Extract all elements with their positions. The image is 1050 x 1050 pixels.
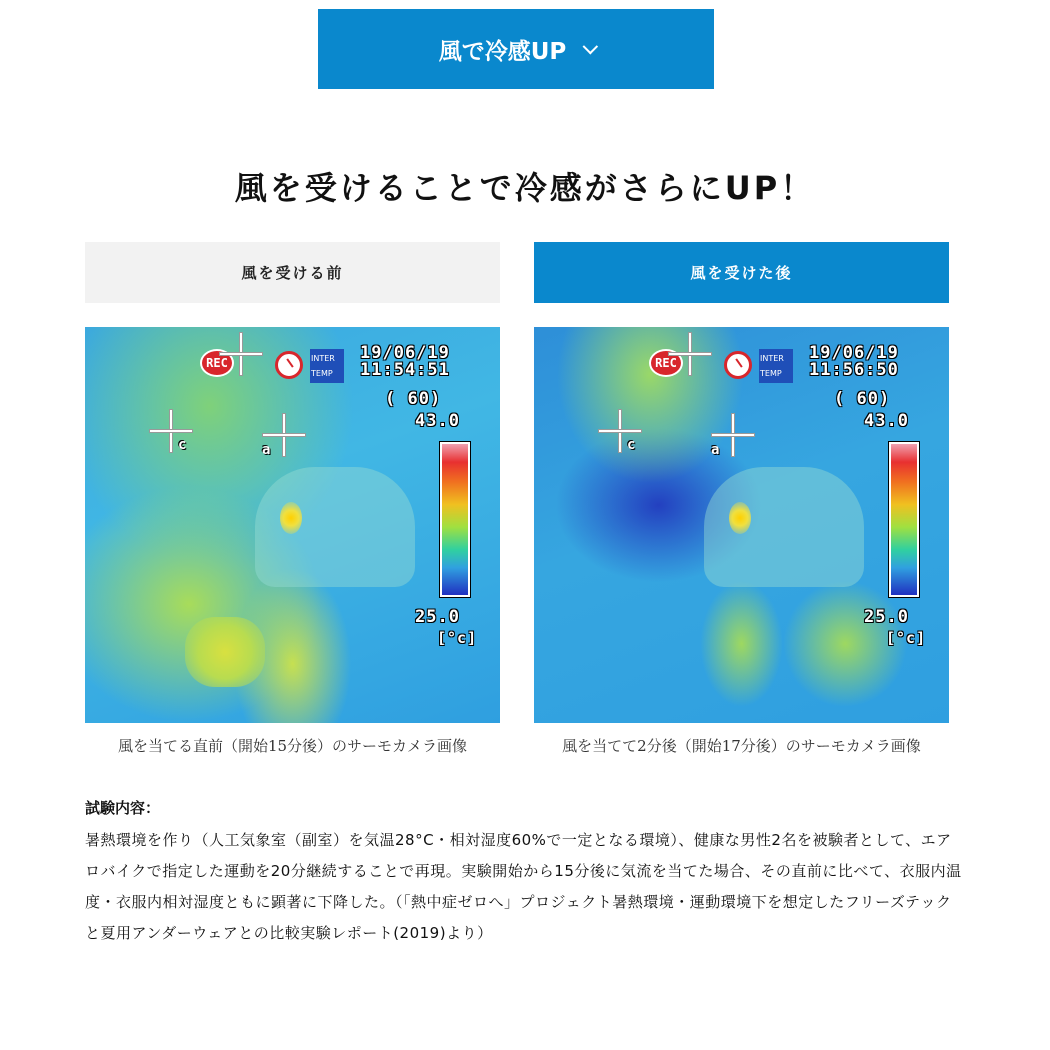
thermal-hand-shape: [185, 617, 265, 687]
accordion-toggle-button[interactable]: [318, 9, 714, 89]
color-scale-bar: [440, 442, 470, 597]
header-after: 風を受けた後: [534, 242, 949, 303]
osd-max-temp: 43.0: [864, 411, 909, 431]
crosshair-icon: [669, 333, 711, 375]
marker-label-c: c: [178, 437, 187, 453]
osd-time: 11:56:50: [809, 360, 899, 380]
osd-max-temp: 43.0: [415, 411, 460, 431]
crosshair-icon: [220, 333, 262, 375]
osd-datetime: [360, 345, 450, 379]
osd-min-temp: 25.0: [864, 607, 909, 627]
osd-time: 11:54:51: [360, 360, 450, 380]
caption-after: 風を当てて2分後（開始17分後）のサーモカメラ画像: [562, 737, 921, 755]
osd-unit: [°c]: [886, 629, 927, 647]
inter-temp-badge: [310, 349, 344, 383]
inter-label: INTER: [760, 354, 784, 363]
inter-temp-badge: [759, 349, 793, 383]
accordion-label: 風で冷感UP: [438, 38, 567, 65]
temp-label: TEMP: [760, 369, 782, 378]
osd-datetime: [809, 345, 899, 379]
osd-min-temp: 25.0: [415, 607, 460, 627]
marker-label-a: a: [262, 442, 271, 458]
thermal-subject-shape: [704, 467, 864, 587]
inter-label: INTER: [311, 354, 335, 363]
temp-label: TEMP: [311, 369, 333, 378]
osd-unit: [°c]: [437, 629, 478, 647]
osd-range: ( 60): [385, 389, 442, 409]
osd-range: ( 60): [834, 389, 891, 409]
thermal-hot-spot: [280, 502, 302, 534]
marker-label-a: a: [711, 442, 720, 458]
timer-icon: [724, 351, 752, 379]
color-scale-bar: [889, 442, 919, 597]
rec-badge: REC: [649, 349, 683, 377]
thermal-subject-shape: [255, 467, 415, 587]
rec-badge: REC: [200, 349, 234, 377]
thermal-image-after: [534, 327, 949, 723]
experiment-title: 試験内容：: [85, 799, 161, 817]
experiment-body: 暑熱環境を作り（人工気象室（副室）を気温28°C・相対湿度60%で一定となる環境）、健康な男性2名を被験者として、エアロバイクで指定した運動を20分継続することで再現。実験開始から15分後に気流を当てた場合、その直前に比べて、衣服内温度・衣服内相対湿度ともに顕著に下降した。（「熱中症ゼロへ」プロジェクト暑熱環境・運動環境下を想定したフリーズテックと夏用アンダーウェアとの比較実験レポート(2019)より）: [85, 831, 962, 942]
marker-label-c: c: [627, 437, 636, 453]
caption-before: 風を当てる直前（開始15分後）のサーモカメラ画像: [117, 737, 468, 755]
thermal-image-before: [85, 327, 500, 723]
chevron-down-icon: [583, 38, 599, 54]
timer-icon: [275, 351, 303, 379]
header-before: 風を受ける前: [85, 242, 500, 303]
osd-date: 19/06/19: [360, 343, 450, 363]
thermal-hot-spot: [729, 502, 751, 534]
osd-date: 19/06/19: [809, 343, 899, 363]
section-headline: 風を受けることで冷感がさらにUP！: [234, 169, 816, 207]
